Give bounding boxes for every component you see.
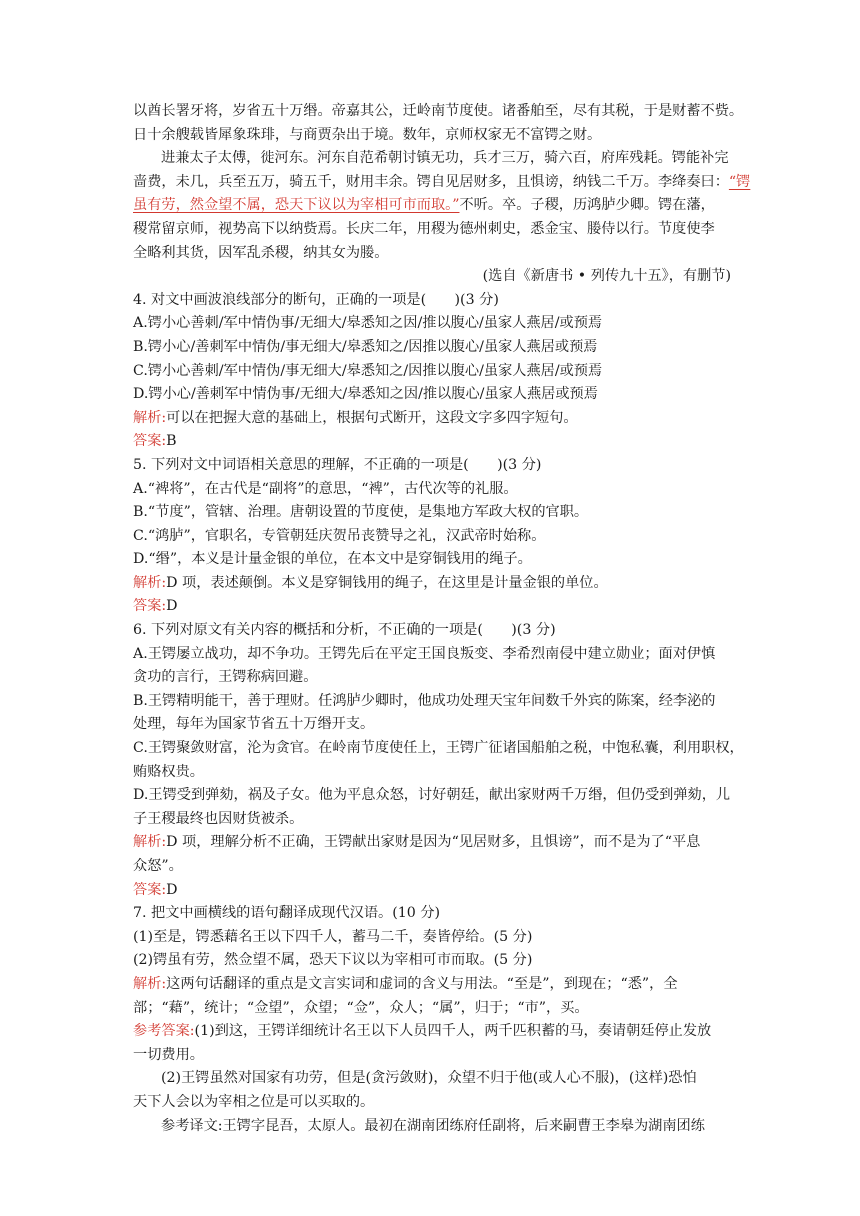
question-stem: 7. 把文中画横线的语句翻译成现代汉语。(10 分) [133, 905, 441, 922]
passage-line: 全略利其货，因军乱杀稷，纳其女为媵。 [133, 244, 389, 261]
option-b: B.王锷精明能干，善于理财。任鸿胪少卿时，他成功处理天宝年间数千外宾的陈案，经李泌的 [133, 692, 716, 709]
option-b: B.“节度”，管辖、治理。唐朝设置的节度使，是集地方军政大权的官职。 [133, 504, 589, 521]
answer-value: D [166, 881, 178, 898]
underlined-sentence: “锷 [728, 173, 751, 190]
reference-label: 参考答案: [133, 1023, 195, 1040]
passage-line [133, 171, 751, 195]
analysis-cont: 部；“藉”，统计；“佥望”，众望；“佥”，众人；“属”，归于；“市”，买。 [133, 999, 589, 1016]
option-a: A.“裨将”，在古代是“副将”的意思，“裨”，古代次等的礼服。 [133, 480, 518, 497]
translation-item-1: (1)至是，锷悉藉名王以下四千人，蓄马二千，奏皆停给。(5 分) [133, 928, 533, 945]
underlined-sentence: 虽有劳，然佥望不属，恐天下议以为宰相可市而取。” [133, 197, 460, 214]
reference-cont: 一切费用。 [133, 1046, 204, 1063]
answer-value: B [166, 433, 177, 450]
passage-line: 进兼太子太傅，徙河东。河东自范希朝讨镇无功，兵才三万，骑六百，府库残耗。锷能补完 [161, 150, 729, 167]
analysis [133, 407, 733, 431]
analysis-label: 解析: [133, 834, 167, 851]
passage-text: 啬费，未几，兵至五万，骑五千，财用丰余。锷自见居财多，且惧谤，纳钱二千万。李绛奏曰： [133, 173, 729, 190]
option-b: B.锷小心/善刺军中情伪/事无细大/皋悉知之/因推以腹心/虽家人燕居或预焉 [133, 338, 598, 355]
reference-translation: 参考译文:王锷字昆吾，太原人。最初在湖南团练府任副将，后来嗣曹王李皋为湖南团练 [161, 1117, 705, 1134]
reference-text: (1)到这，王锷详细统计名王以下人员四千人，两千匹积蓄的马，奏请朝廷停止发放 [194, 1023, 712, 1040]
option-b-cont: 处理，每年为国家节省五十万缗开支。 [133, 716, 375, 733]
answer-label: 答案: [133, 598, 167, 615]
passage-line: 日十余艘载皆犀象珠琲，与商贾杂出于境。数年，京师权家无不富锷之财。 [133, 126, 602, 143]
analysis [133, 572, 733, 596]
option-d-cont: 子王稷最终也因财货被杀。 [133, 810, 304, 827]
analysis-text: 可以在把握大意的基础上，根据句式断开，这段文字多四字短句。 [166, 409, 578, 426]
question-5 [133, 454, 733, 619]
analysis-text: D 项，理解分析不正确，王锷献出家财是因为“见居财多，且惧谤”，而不是为了“平息 [166, 834, 701, 851]
answer [133, 430, 733, 454]
analysis-label: 解析: [133, 574, 167, 591]
answer [133, 595, 733, 619]
answer-label: 答案: [133, 881, 167, 898]
option-c: C.“鸿胪”，官职名，专管朝廷庆贺吊丧赞导之礼，汉武帝时始称。 [133, 527, 546, 544]
passage-text: 不听。卒。子稷，历鸿胪少卿。锷在藩， [459, 197, 715, 214]
document-page [133, 100, 751, 1138]
passage [133, 100, 751, 289]
question-stem: 4. 对文中画波浪线部分的断句，正确的一项是( )(3 分) [133, 291, 499, 308]
reference-cont: 天下人会以为宰相之位是可以买取的。 [133, 1093, 375, 1110]
option-c: C.锷小心善刺/军中情伪/事无细大/皋悉知之/因推以腹心/虽家人燕居/或预焉 [133, 362, 603, 379]
analysis-label: 解析: [133, 409, 167, 426]
passage-line [133, 194, 733, 218]
question-7 [133, 902, 733, 1138]
passage-line: 以酋长署牙将，岁省五十万缗。帝嘉其公，迁岭南节度使。诸番舶至，尽有其税，于是财蓄不赀。 [133, 103, 744, 119]
option-d: D.“缗”，本义是计量金银的单位，在本文中是穿铜钱用的绳子。 [133, 551, 532, 568]
analysis [133, 973, 733, 997]
answer [133, 879, 733, 903]
passage-line: 稷常留京师，视势高下以纳赀焉。长庆二年，用稷为德州刺史，悉金宝、媵侍以行。节度使李 [133, 220, 715, 237]
question-stem: 5. 下列对文中词语相关意思的理解，不正确的一项是( )(3 分) [133, 456, 542, 473]
option-a: A.王锷屡立战功，却不争功。王锷先后在平定王国良叛变、李希烈南侵中建立勋业；面对伊慎 [133, 645, 716, 662]
option-a-cont: 贪功的言行，王锷称病回避。 [133, 669, 318, 686]
analysis [133, 831, 733, 855]
option-d: D.锷小心/善刺军中情伪事/无细大/皋悉知之因/推以腹心/虽家人燕居或预焉 [133, 386, 598, 403]
source-citation: (选自《新唐书 • 列传九十五》，有删节) [482, 268, 731, 285]
answer-label: 答案: [133, 433, 167, 450]
analysis-text: 这两句话翻译的重点是文言实词和虚词的含义与用法。“至是”，到现在；“悉”，全 [166, 975, 678, 992]
option-c-cont: 贿赂权贵。 [133, 763, 204, 780]
question-4 [133, 289, 733, 454]
analysis-text: D 项，表述颠倒。本义是穿铜钱用的绳子，在这里是计量金银的单位。 [166, 574, 608, 591]
translation-item-2: (2)锷虽有劳，然佥望不属，恐天下议以为宰相可市而取。(5 分) [133, 952, 533, 969]
option-d: D.王锷受到弹劾，祸及子女。他为平息众怒，讨好朝廷，献出家财两千万缗，但仍受到弹劾，儿 [133, 787, 731, 804]
question-6 [133, 619, 744, 902]
question-stem: 6. 下列对原文有关内容的概括和分析，不正确的一项是( )(3 分) [133, 622, 556, 639]
answer-value: D [166, 598, 178, 615]
reference-answer-2: (2)王锷虽然对国家有功劳，但是(贪污敛财)，众望不归于他(或人心不服)，(这样)恐怕 [161, 1070, 697, 1087]
option-c: C.王锷聚敛财富，沦为贪官。在岭南节度使任上，王锷广征诸国船舶之税，中饱私囊，利用职权， [133, 740, 744, 757]
option-a: A.锷小心善刺/军中情伪事/无细大/皋悉知之因/推以腹心/虽家人燕居/或预焉 [133, 315, 603, 332]
analysis-cont: 众怒”。 [133, 858, 183, 874]
analysis-label: 解析: [133, 975, 167, 992]
reference-answer [133, 1020, 733, 1044]
